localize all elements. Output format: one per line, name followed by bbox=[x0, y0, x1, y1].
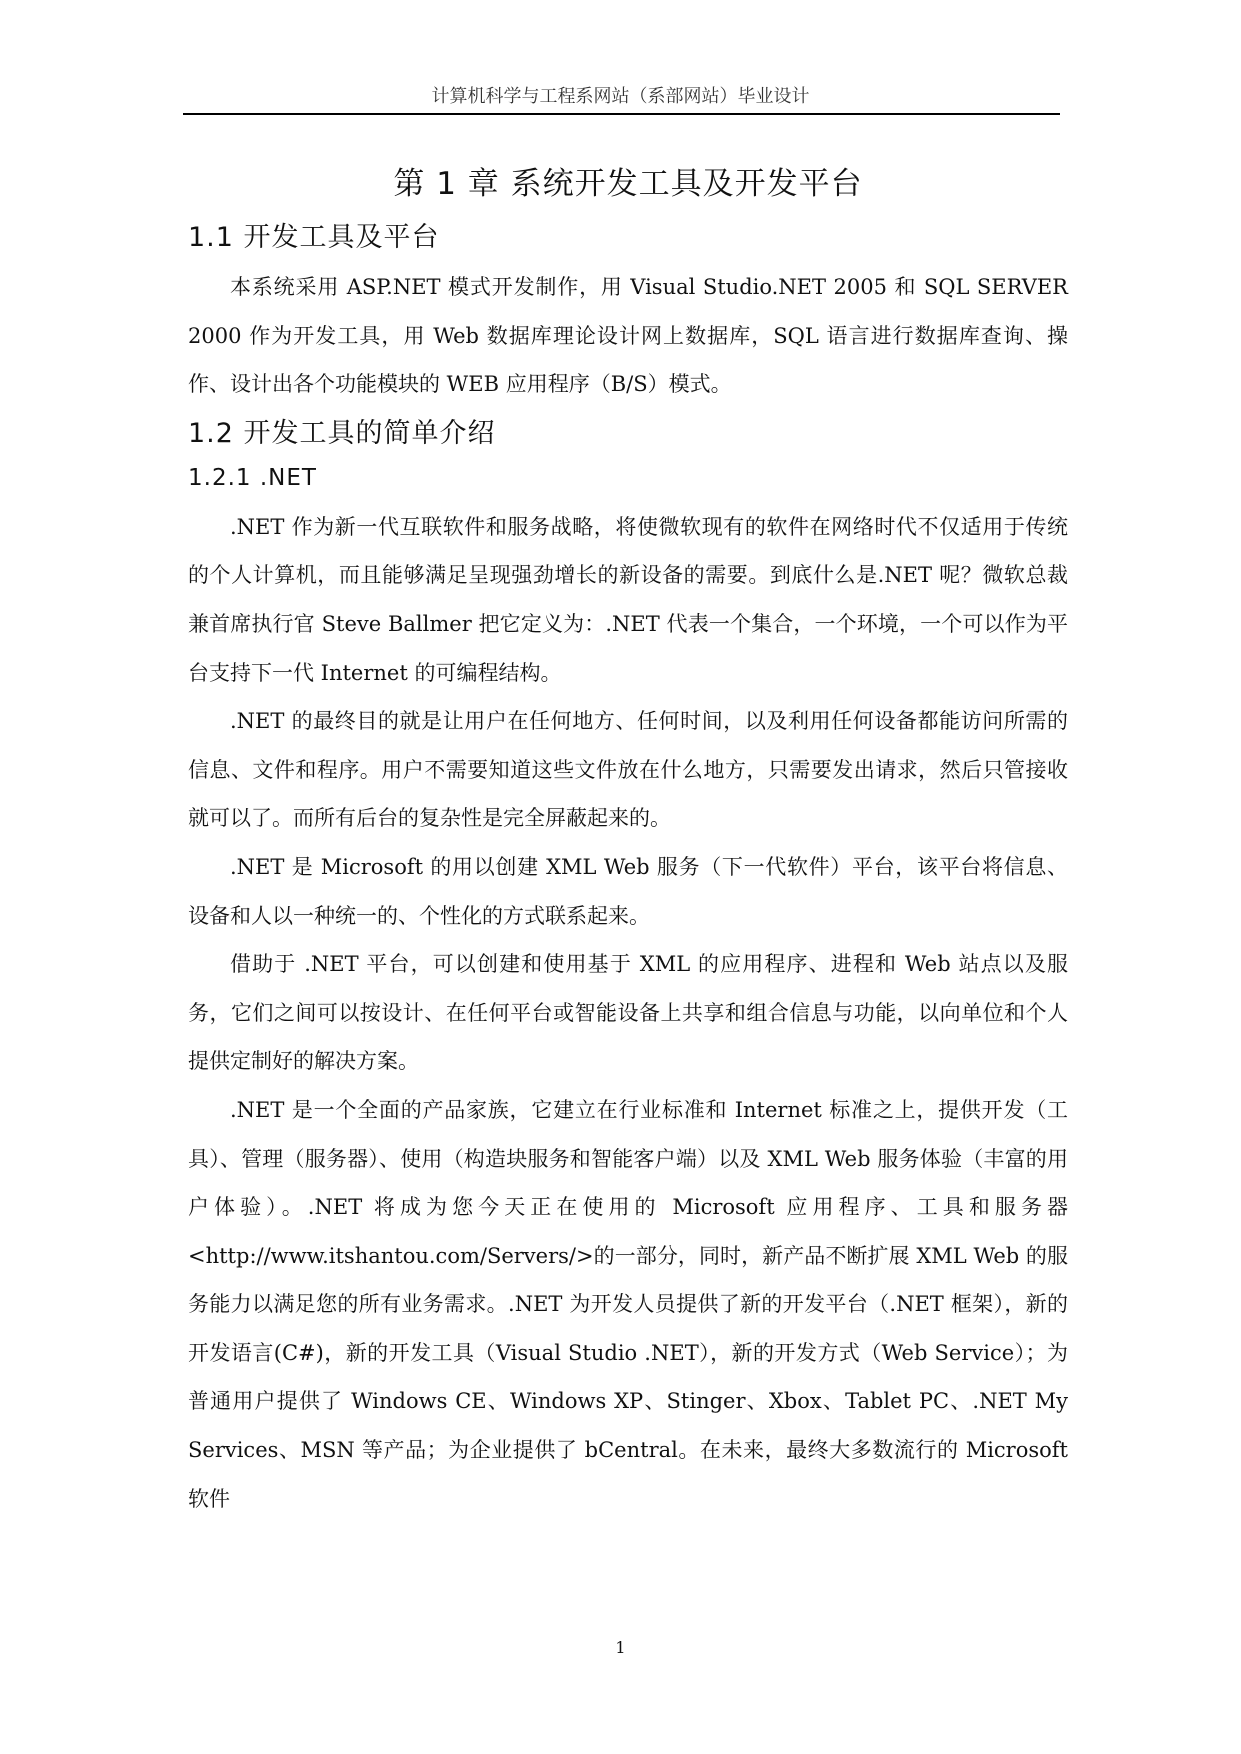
paragraph: 借助于 .NET 平台，可以创建和使用基于 XML 的应用程序、进程和 Web 站点以及服务，它们之间可以按设计、在任何平台或智能设备上共享和组合信息与功能，以向单位和个人提供定制好的解决方案。 bbox=[188, 952, 1068, 1074]
document-body bbox=[188, 150, 1068, 1523]
chapter-title: 第 1 章 系统开发工具及开发平台 bbox=[393, 166, 863, 202]
paragraph: .NET 是 Microsoft 的用以创建 XML Web 服务（下一代软件）平台，该平台将信息、设备和人以一种统一的、个性化的方式联系起来。 bbox=[188, 854, 1068, 928]
header-divider bbox=[183, 113, 1060, 115]
section-title-1-2: 1.2 开发工具的简单介绍 bbox=[188, 417, 496, 449]
subsection-title-1-2-1: 1.2.1 .NET bbox=[188, 464, 317, 491]
page-number: 1 bbox=[615, 1638, 626, 1657]
paragraph: .NET 的最终目的就是让用户在任何地方、任何时间，以及利用任何设备都能访问所需的信息、文件和程序。用户不需要知道这些文件放在什么地方，只需要发出请求，然后只管接收就可以了。而所有后台的复杂性是完全屏蔽起来的。 bbox=[188, 709, 1068, 831]
paragraph: 本系统采用 ASP.NET 模式开发制作，用 Visual Studio.NET 2005 和 SQL SERVER 2000 作为开发工具，用 Web 数据库理论设计网上数据库，SQL 语言进行数据库查询、操作、设计出各个功能模块的 WEB 应用程序（B/S）模式。 bbox=[188, 275, 1068, 397]
paragraph: .NET 是一个全面的产品家族，它建立在行业标准和 Internet 标准之上，提供开发（工具）、管理（服务器）、使用（构造块服务和智能客户端）以及 XML Web 服务体验（丰富的用户体验）。.NET 将成为您今天正在使用的 Microsoft 应用程序、工具和服务器 <http://www.itshantou.com/Servers/>的一部分，同时，新产品不断扩展 XML Web 的服务能力以满足您的所有业务需求。.NET 为开发人员提供了新的开发平台（.NET 框架），新的开发语言(C#)，新的开发工具（Visual Studio .NET），新的开发方式（Web Service）；为普通用户提供了 Windows CE、Windows XP、Stinger、Xbox、Tablet PC、.NET My Services、MSN 等产品；为企业提供了 bCentral。在未来，最终大多数流行的 Microsoft 软件 bbox=[188, 1097, 1068, 1511]
page-header: 计算机科学与工程系网站（系部网站）毕业设计 bbox=[431, 86, 810, 107]
paragraph: .NET 作为新一代互联软件和服务战略，将使微软现有的软件在网络时代不仅适用于传统的个人计算机，而且能够满足呈现强劲增长的新设备的需要。到底什么是.NET 呢？微软总裁兼首席执行官 Steve Ballmer 把它定义为：.NET 代表一个集合，一个环境，一个可以作为平台支持下一代 Internet 的可编程结构。 bbox=[188, 514, 1068, 685]
section-title-1-1: 1.1 开发工具及平台 bbox=[188, 222, 440, 253]
